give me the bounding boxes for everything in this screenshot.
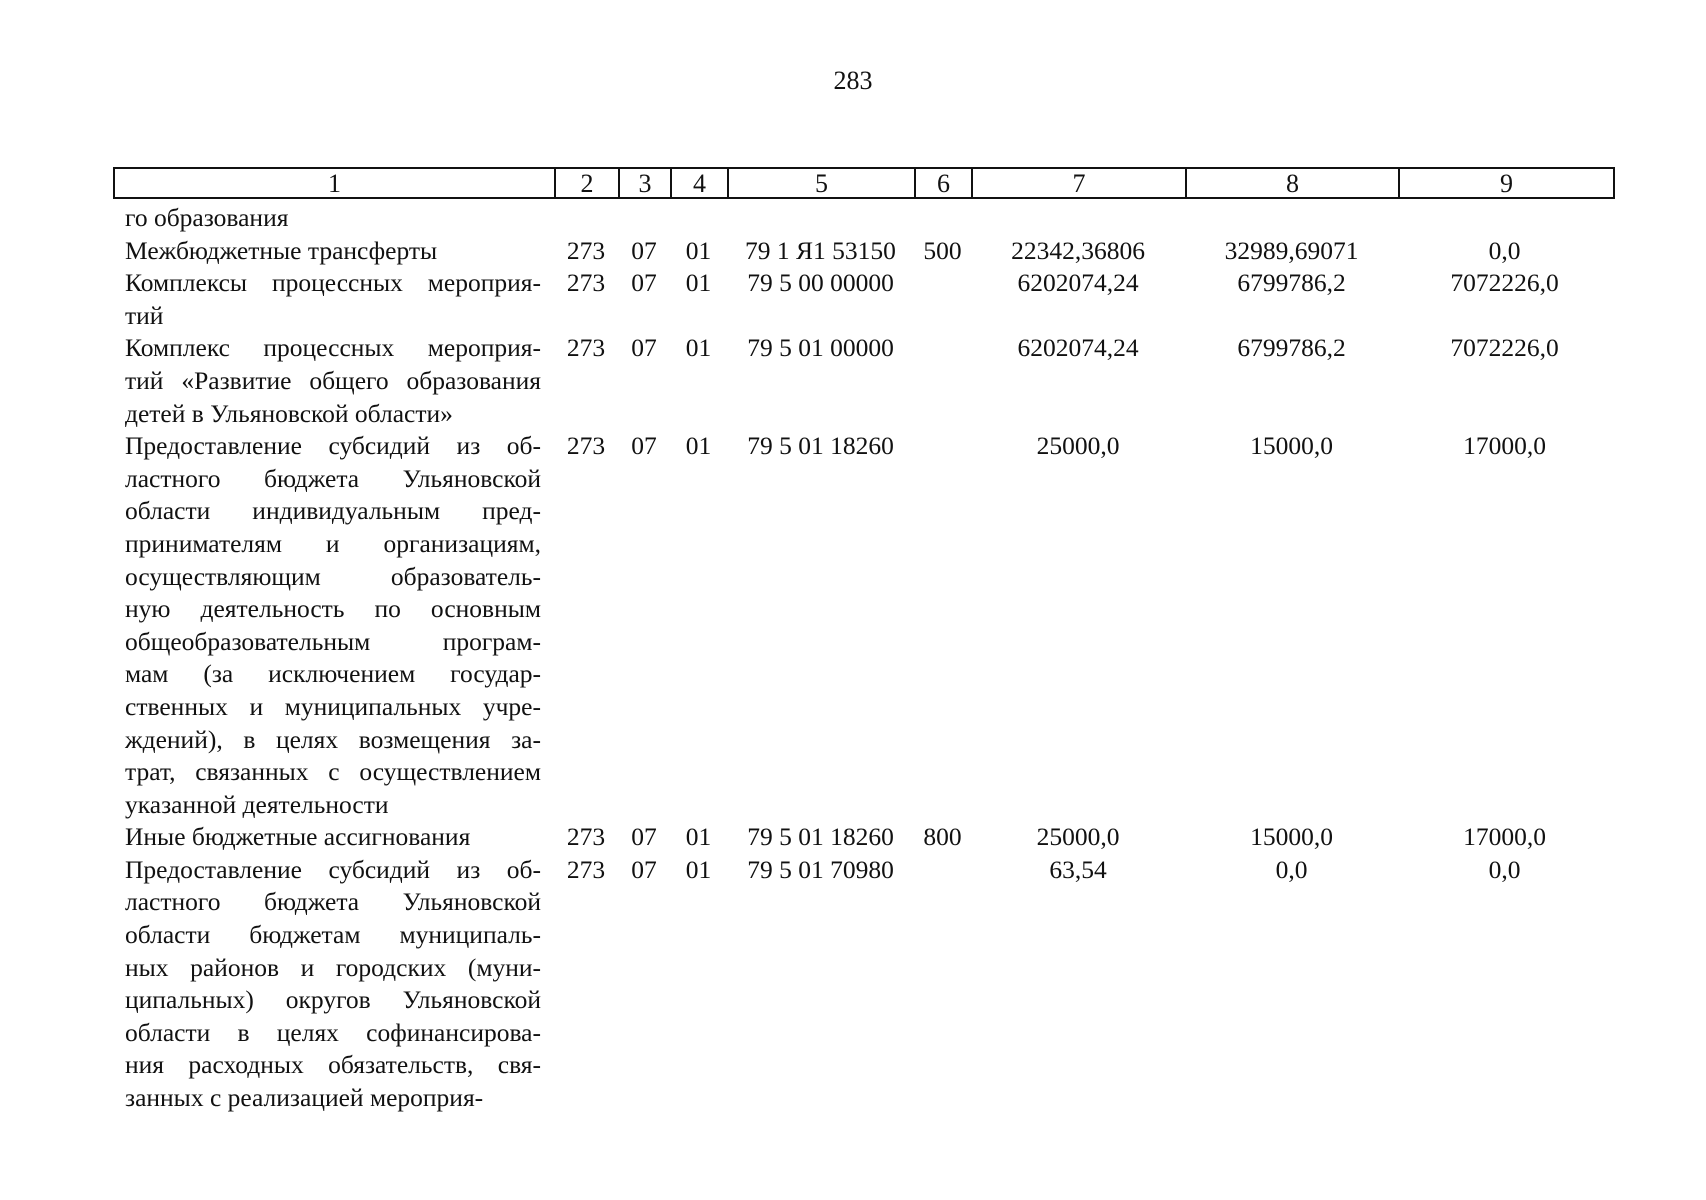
description-line: общеобразовательным програм- xyxy=(125,626,541,656)
header-col-7: 7 xyxy=(973,169,1187,197)
cell-col-5: 79 5 01 00000 xyxy=(747,333,894,363)
table-row xyxy=(113,854,1615,1115)
description-line: Комплекс процессных мероприя- xyxy=(125,333,541,363)
row-description xyxy=(113,430,554,821)
cell-col-4: 01 xyxy=(685,822,712,852)
cell-col-9: 17000,0 xyxy=(1463,431,1546,461)
description-line: Предоставление субсидий из об- xyxy=(125,854,541,884)
header-col-3: 3 xyxy=(620,169,672,197)
header-col-2: 2 xyxy=(556,169,620,197)
header-col-5: 5 xyxy=(729,169,916,197)
cell-col-8: 32989,69071 xyxy=(1224,235,1359,265)
cell-col-7: 6202074,24 xyxy=(1017,268,1139,298)
description-line: области бюджетам муниципаль- xyxy=(125,920,541,950)
cell-col-7: 25000,0 xyxy=(1036,822,1120,852)
header-col-1: 1 xyxy=(115,169,556,197)
description-line: занных с реализацией мероприя- xyxy=(125,1083,484,1113)
row-description xyxy=(113,267,554,332)
row-description xyxy=(113,235,554,268)
cell-col-5: 79 5 01 70980 xyxy=(747,854,894,884)
cell-col-8: 6799786,2 xyxy=(1237,333,1346,363)
description-line: го образования xyxy=(125,203,289,232)
cell-col-5: 79 5 01 18260 xyxy=(747,431,894,461)
cell-col-3: 07 xyxy=(631,854,657,884)
description-line: осуществляющим образователь- xyxy=(125,561,541,591)
cell-col-2: 273 xyxy=(566,822,606,852)
cell-col-3: 07 xyxy=(631,431,657,461)
description-line: ния расходных обязательств, свя- xyxy=(125,1050,541,1080)
table-header xyxy=(113,167,1615,199)
table-body xyxy=(113,202,1615,1115)
description-line: ластного бюджета Ульяновской xyxy=(125,887,541,917)
cell-col-3: 07 xyxy=(631,333,657,363)
cell-col-8: 15000,0 xyxy=(1250,822,1333,852)
cell-col-9: 0,0 xyxy=(1488,854,1521,884)
table-row xyxy=(113,202,1615,235)
header-col-6: 6 xyxy=(916,169,973,197)
table-row xyxy=(113,267,1615,332)
description-line: области в целях софинансирова- xyxy=(125,1017,541,1047)
row-description xyxy=(113,821,554,854)
cell-col-5: 79 1 Я1 53150 xyxy=(745,235,896,265)
cell-col-2: 273 xyxy=(566,854,606,884)
cell-col-2: 273 xyxy=(566,235,606,265)
description-line: ных районов и городских (муни- xyxy=(125,952,541,982)
header-col-4: 4 xyxy=(672,169,729,197)
description-line: Комплексы процессных мероприя- xyxy=(125,268,541,298)
cell-col-7: 22342,36806 xyxy=(1011,235,1145,265)
cell-col-7: 25000,0 xyxy=(1036,431,1120,461)
cell-col-4: 01 xyxy=(685,333,712,363)
cell-col-4: 01 xyxy=(685,268,712,298)
table-row xyxy=(113,332,1615,430)
description-line: ластного бюджета Ульяновской xyxy=(125,463,541,493)
description-line: детей в Ульяновской области» xyxy=(125,398,453,428)
description-line: ждений), в целях возмещения за- xyxy=(125,724,541,754)
cell-col-3: 07 xyxy=(631,822,657,852)
cell-col-4: 01 xyxy=(685,235,712,265)
table-row xyxy=(113,821,1615,854)
cell-col-4: 01 xyxy=(685,854,712,884)
row-description xyxy=(113,854,554,1115)
table-row xyxy=(113,235,1615,268)
cell-col-5: 79 5 01 18260 xyxy=(747,822,894,852)
cell-col-7: 63,54 xyxy=(1049,854,1107,884)
description-line: области индивидуальным пред- xyxy=(125,496,541,526)
cell-col-7: 6202074,24 xyxy=(1017,333,1139,363)
cell-col-5: 79 5 00 00000 xyxy=(747,268,894,298)
description-line: Предоставление субсидий из об- xyxy=(125,431,541,461)
description-line: тий xyxy=(125,300,164,330)
header-col-8: 8 xyxy=(1187,169,1400,197)
cell-col-9: 7072226,0 xyxy=(1450,268,1559,298)
page-number: 283 xyxy=(833,66,873,95)
cell-col-2: 273 xyxy=(566,268,606,298)
cell-col-6: 800 xyxy=(923,822,962,852)
description-line: трат, связанных с осуществлением xyxy=(125,757,541,787)
description-line: ципальных) округов Ульяновской xyxy=(125,985,541,1015)
row-description xyxy=(113,332,554,430)
description-line: мам (за исключением государ- xyxy=(125,659,541,689)
description-line: ную деятельность по основным xyxy=(125,594,541,624)
cell-col-4: 01 xyxy=(685,431,712,461)
description-line: ственных и муниципальных учре- xyxy=(125,691,541,721)
row-description xyxy=(113,202,554,235)
cell-col-9: 7072226,0 xyxy=(1450,333,1559,363)
table-row xyxy=(113,430,1615,821)
header-col-9: 9 xyxy=(1500,169,1513,198)
cell-col-3: 07 xyxy=(631,268,657,298)
description-line: Иные бюджетные ассигнования xyxy=(125,822,471,852)
description-line: указанной деятельности xyxy=(125,789,389,819)
cell-col-2: 273 xyxy=(566,333,606,363)
cell-col-8: 6799786,2 xyxy=(1237,268,1346,298)
description-line: принимателям и организациям, xyxy=(125,528,541,558)
cell-col-8: 15000,0 xyxy=(1250,431,1333,461)
description-line: тий «Развитие общего образования xyxy=(125,365,541,395)
cell-col-6: 500 xyxy=(923,235,962,265)
cell-col-3: 07 xyxy=(631,235,657,265)
cell-col-9: 17000,0 xyxy=(1463,822,1546,852)
cell-col-9: 0,0 xyxy=(1488,235,1521,265)
description-line: Межбюджетные трансферты xyxy=(125,235,438,265)
cell-col-2: 273 xyxy=(566,431,606,461)
cell-col-8: 0,0 xyxy=(1275,854,1308,884)
